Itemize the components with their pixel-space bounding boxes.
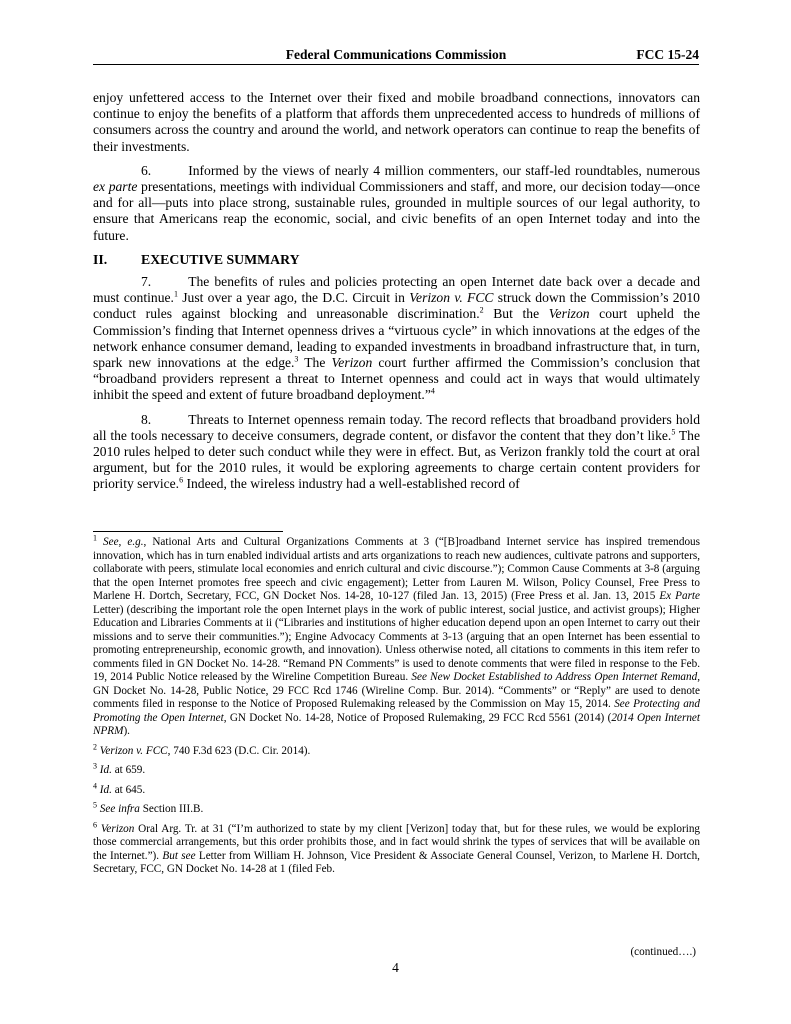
page-number: 4 — [392, 960, 399, 975]
page-header — [93, 44, 699, 65]
footnote-ref[interactable]: 6 — [179, 475, 184, 485]
footnote-ref[interactable]: 4 — [430, 386, 435, 396]
footnote-3: $^3$ Id. at 659. — [93, 761, 146, 776]
section-title: EXECUTIVE SUMMARY — [141, 251, 300, 267]
footnote-1: $^1$ See, e.g., National Arts and Cultural Organizations Comments at 3 (“[B]roadband Internet service has inspired tremendous innovation, which has in turn enabled individual artists and arts organizations to reach new audiences, cultivate patrons and supporters, collaborate with peers, stimulate local economies and enrich cultural and civic discourse.”); Common Cause Comments at 3-8 (arguing that the open Internet promotes free speech and civic engagement); Letter from Lauren M. Wilson, Policy Counsel, Free Press to Marlene H. Dortch, Secretary, FCC, GN Docket Nos. 14-28, 10-127 (filed Jan. 13, 2015) (Free Press et al. Jan. 13, 2015 Ex Parte Letter) (describing the important role the open Internet plays in the work of public interest, social justice, and activist groups); Higher Education and Libraries Comments at ii (“Libraries and institutions of higher education depend upon an open Internet to carry out their missions and to serve their communities.”); Engine Advocacy Comments at 3-13 (arguing that an open Internet has been essential to promoting entrepreneurship, economic growth, and innovation). Unless otherwise noted, all citations to comments in this item refer to comments filed in GN Docket No. 14-28. “Remand PN Comments” is used to denote comments that were filed in response to the Feb. 19, 2014 Public Notice released by the Wireline Competition Bureau. See New Docket Established to Address Open Internet Remand, GN Docket No. 14-28, Public Notice, 29 FCC Rcd 1746 (Wireline Comp. Bur. 2014). “Comments” or “Reply” are used to denote comments filed in response to the Notice of Proposed Rulemaking released by the Commission on May 15, 2014. See Protecting and Promoting the Open Internet, GN Docket No. 14-28, Notice of Proposed Rulemaking, 29 FCC Rcd 5561 (2014) (2014 Open Internet NPRM). — [93, 533, 700, 737]
footnote-4: $^4$ Id. at 645. — [93, 780, 146, 796]
paragraph-number: 8. — [141, 411, 152, 427]
paragraph-7: 7. The benefits of rules and policies protecting an open Internet date back over a decade and must continue.$^1$ Just over a year ago, the D.C. Circuit in Verizon v. FCC struck down the Commission’s 2010 conduct rules against blocking and unreasonable discrimination.$^2$ But the Verizon court upheld the Commission’s finding that Internet openness drives a “virtuous cycle” in which innovations at the edges of the network enhance consumer demand, leading to expanded investments in broadband infrastructure that, in turn, spark new innovations at the edge.$^3$ The Verizon court further affirmed the Commission’s conclusion that “broadband providers represent a threat to Internet openness and could act in ways that would ultimately inhibit the speed and extent of future broadband deployment.”$^4$ — [93, 274, 701, 403]
footnote-6: $^6$ Verizon Oral Arg. Tr. at 31 (“I’m authorized to state by my client [Verizon] today that, but for these rules, we would be exploring those commercial arrangements, but this order prohibits those, and in fact would shrink the types of services that will be available on the Internet.”). But see Letter from William H. Johnson, Vice President & Associate General Counsel, Verizon, to Marlene H. Dortch, Secretary, FCC, GN Docket No. 14-28 at 1 (filed Feb. — [93, 819, 701, 875]
footnote-ref[interactable]: 5 — [671, 427, 676, 437]
footnote-ref[interactable]: 3 — [294, 354, 299, 364]
continued-note: (continued….) — [630, 946, 696, 958]
body-text — [93, 90, 700, 501]
footnote-5: $^5$ See infra Section III.B. — [93, 800, 204, 815]
section-heading — [93, 252, 700, 268]
footnotes — [93, 533, 701, 883]
paragraph-number: 6. — [141, 162, 152, 178]
paragraph-number: 7. — [141, 274, 152, 290]
footnote-divider — [93, 531, 283, 532]
footnote-ref[interactable]: 1 — [173, 289, 178, 299]
paragraph-8: 8. Threats to Internet openness remain today. The record reflects that broadband providers hold all the tools necessary to deceive consumers, degrade content, or disfavor the content that they don’t like.$^5$ The 2010 rules helped to deter such conduct while they were in effect. But, as Verizon frankly told the court at oral argument, but for the 2010 rules, it would be exploring agreements to charge certain content providers for priority service.$^6$ Indeed, the wireless industry had a well-established record of — [93, 411, 700, 492]
section-number: II. — [93, 251, 108, 267]
footnote-2: $^2$ Verizon v. FCC, 740 F.3d 623 (D.C. Cir. 2014). — [93, 741, 311, 757]
header-agency: Federal Communications Commission — [285, 47, 507, 62]
paragraph-6: 6. Informed by the views of nearly 4 million commenters, our staff-led roundtables, numerous ex parte presentations, meetings with individual Commissioners and staff, and more, our decision today—once and for all—puts into place strong, sustainable rules, grounded in multiple sources of our legal authority, to ensure that Americans reap the economic, social, and civic benefits of an open Internet today and into the future. — [93, 162, 700, 243]
paragraph-continued: enjoy unfettered access to the Internet over their fixed and mobile broadband connections, innovators can continue to enjoy the benefits of a platform that affords them unprecedented access to hundreds of millions of consumers across the country and around the world, and network operators can continue to reap the benefits of their investments. — [93, 90, 700, 154]
header-doc-id: FCC 15-24 — [636, 47, 699, 62]
footnote-ref[interactable]: 2 — [479, 305, 484, 315]
